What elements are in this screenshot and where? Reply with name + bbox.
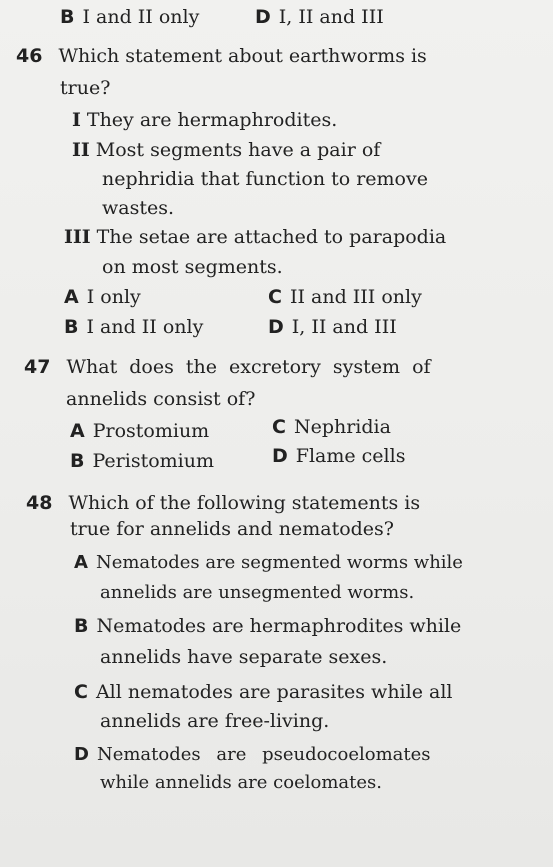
q46-statement-3: [64, 226, 446, 248]
q48-stem-line1: [26, 492, 420, 514]
q46-statement-2: [72, 139, 460, 161]
option-text: I, II and III: [291, 316, 397, 338]
q47-stem-line1: [24, 356, 431, 378]
option-letter: A: [64, 286, 79, 308]
question-number: 47: [24, 356, 51, 378]
q46-statement-2-line2: nephridia that function to remove: [102, 168, 428, 190]
option-letter: B: [70, 450, 85, 472]
option-letter: B: [60, 6, 75, 28]
q46-option-a: [64, 286, 141, 308]
q46-statement-3-line2: on most segments.: [102, 256, 283, 278]
q48-option-d-line2: while annelids are coelomates.: [100, 772, 382, 793]
q46-statement-2-line3: wastes.: [102, 197, 175, 219]
q47-option-a: [70, 420, 209, 442]
q46-option-b: [64, 316, 203, 338]
q48-option-b: [74, 615, 461, 637]
question-text: Which statement about earthworms is: [58, 45, 427, 67]
q48-option-a-line2: annelids are unsegmented worms.: [100, 582, 415, 603]
statement-numeral: III: [64, 226, 91, 248]
question-number: 48: [26, 492, 53, 514]
q47-option-b: [70, 450, 214, 472]
option-text: I only: [86, 286, 141, 308]
statement-numeral: I: [72, 109, 81, 131]
q46-option-d: [268, 316, 397, 338]
option-text: II and III only: [289, 286, 422, 308]
option-letter: A: [70, 420, 85, 442]
option-text: All nematodes are parasites while all: [95, 681, 453, 703]
option-letter: C: [268, 286, 282, 308]
option-text: Nematodes are hermaphrodites while: [96, 615, 462, 637]
q46-option-c: [268, 286, 422, 308]
option-text: Peristomium: [92, 450, 214, 472]
q47-option-c: [272, 416, 391, 438]
option-text: Flame cells: [295, 445, 406, 467]
question-text: What does the excretory system of: [66, 356, 431, 378]
question-number: 46: [16, 45, 43, 67]
q48-stem-line2: true for annelids and nematodes?: [70, 518, 394, 540]
q48-option-c-line2: annelids are free-living.: [100, 710, 330, 732]
q48-option-c: [74, 681, 452, 703]
option-letter: D: [255, 6, 271, 28]
q48-option-d: [74, 744, 431, 766]
q48-option-b-line2: annelids have separate sexes.: [100, 646, 388, 668]
option-letter: D: [268, 316, 284, 338]
q46-stem-line1: [16, 45, 456, 67]
option-letter: C: [272, 416, 286, 438]
q46-stem-line2: true?: [60, 77, 111, 99]
option-text: Nematodes are pseudocoelomates: [96, 744, 431, 765]
q47-option-d: [272, 445, 405, 467]
statement-text: They are hermaphrodites.: [86, 109, 338, 131]
statement-text: The setae are attached to parapodia: [96, 226, 447, 248]
option-letter: D: [74, 744, 89, 765]
q45-option-d: [255, 6, 384, 28]
statement-numeral: II: [72, 139, 90, 161]
option-text: Prostomium: [92, 420, 210, 442]
option-letter: C: [74, 681, 88, 703]
option-letter: B: [74, 615, 89, 637]
q45-option-b: [60, 6, 199, 28]
option-text: I and II only: [82, 6, 200, 28]
option-letter: D: [272, 445, 288, 467]
option-letter: B: [64, 316, 79, 338]
option-text: I, II and III: [278, 6, 384, 28]
option-letter: A: [74, 552, 88, 573]
option-text: Nematodes are segmented worms while: [95, 552, 463, 573]
q46-statement-1: [72, 109, 337, 131]
question-text: Which of the following statements is: [68, 492, 421, 514]
option-text: Nephridia: [293, 416, 391, 438]
statement-line: [72, 139, 380, 161]
q48-option-a: [74, 552, 463, 574]
option-text: I and II only: [86, 316, 204, 338]
q47-stem-line2: annelids consist of?: [66, 388, 256, 410]
statement-text: Most segments have a pair of: [95, 139, 381, 161]
